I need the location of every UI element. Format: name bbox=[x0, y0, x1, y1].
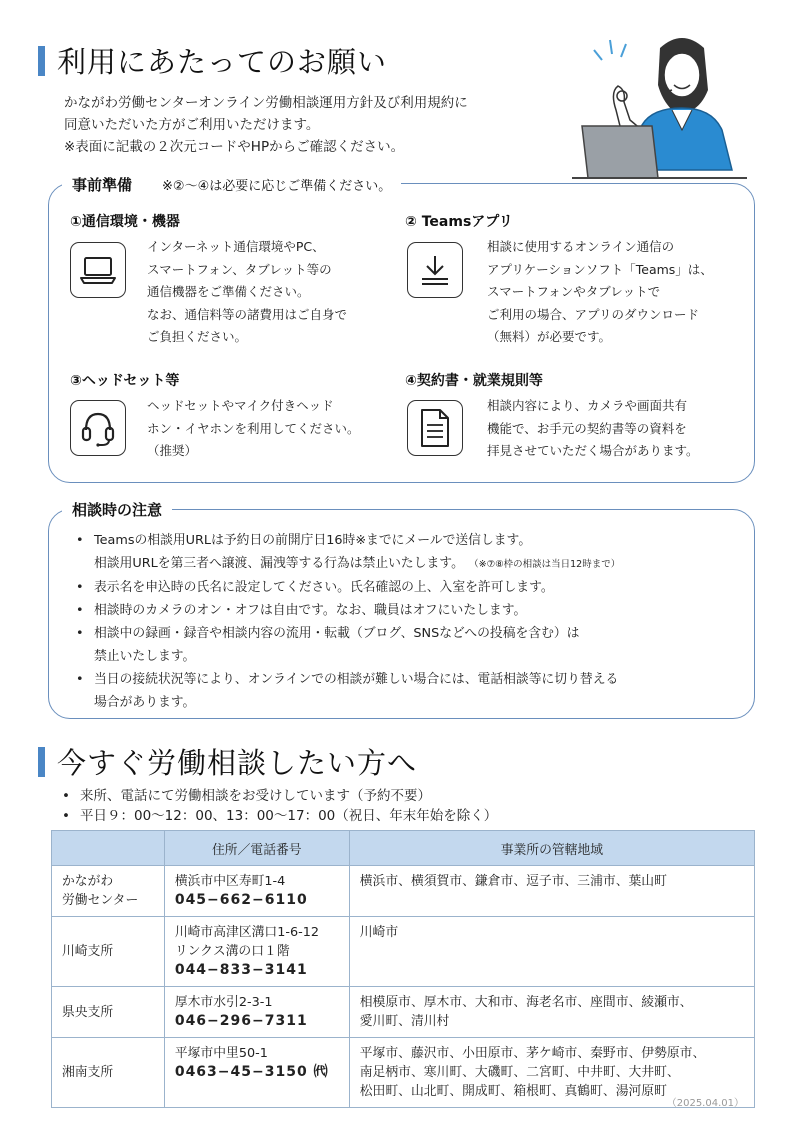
notes-item: • 相談時のカメラのオン・オフは自由です。なお、職員はオフにいたします。 bbox=[72, 599, 620, 622]
text-line: 拝見させていただく場合があります。 bbox=[487, 443, 699, 458]
preparation-title: 事前準備 bbox=[72, 176, 133, 194]
document-icon bbox=[407, 400, 463, 456]
section-title-usage bbox=[38, 40, 387, 81]
text-line: インターネット通信環境やPC、 bbox=[147, 239, 325, 254]
item-text-contract bbox=[487, 395, 699, 463]
text-line: 相談内容により、カメラや画面共有 bbox=[487, 398, 688, 413]
item-text-network bbox=[147, 236, 347, 349]
notes-title: 相談時の注意 bbox=[72, 501, 163, 519]
download-icon bbox=[407, 242, 463, 298]
notes-item bbox=[72, 622, 620, 668]
text-line: （無料）が必要です。 bbox=[487, 329, 612, 344]
office-tel: 044−833−3141 bbox=[174, 962, 308, 978]
title-accent-bar bbox=[38, 747, 45, 777]
office-area: 横浜市、横須賀市、鎌倉市、逗子市、三浦市、葉山町 bbox=[349, 866, 754, 917]
intro-line: ※表面に記載の２次元コードやHPからご確認ください。 bbox=[64, 139, 405, 155]
office-area: 川崎市 bbox=[349, 917, 754, 987]
intro-text bbox=[64, 92, 468, 158]
item-title-network: ①通信環境・機器 bbox=[70, 214, 180, 230]
text-line: （推奨） bbox=[147, 443, 198, 458]
office-tel: 045−662−6110 bbox=[174, 892, 308, 908]
table-row bbox=[52, 866, 755, 917]
offices-table bbox=[51, 830, 755, 1108]
item-text-teams bbox=[487, 236, 713, 349]
item-text-headset bbox=[147, 395, 360, 463]
notes-line: 禁止いたします。 bbox=[94, 649, 196, 664]
text-line: アプリケーションソフト「Teams」は、 bbox=[487, 261, 713, 277]
item-title-teams: ② Teamsアプリ bbox=[405, 214, 513, 230]
item-title-headset: ③ヘッドセット等 bbox=[70, 373, 180, 389]
notes-heading bbox=[62, 499, 172, 520]
notes-item bbox=[72, 668, 620, 714]
office-area: 相模原市、厚木市、大和市、海老名市、座間市、綾瀬市、 愛川町、清川村 bbox=[349, 987, 754, 1038]
consult-now-item: • 来所、電話にて労働相談をお受けしています（予約不要） bbox=[58, 786, 497, 806]
office-address: 厚木市水引2-3-1 046−296−7311 bbox=[164, 987, 349, 1038]
text-line: 通信機器をご準備ください。 bbox=[147, 284, 310, 299]
office-tel: 0463−45−3150 ㈹ bbox=[174, 1064, 329, 1080]
notes-item bbox=[72, 529, 620, 576]
office-name: 川崎支所 bbox=[52, 917, 165, 987]
issue-date: （2025.04.01） bbox=[666, 1098, 744, 1109]
table-header-cell: 事業所の管轄地域 bbox=[349, 831, 754, 866]
text-line: なお、通信料等の諸費用はご自身で bbox=[147, 306, 348, 322]
consult-now-list bbox=[58, 786, 497, 826]
office-area: 平塚市、藤沢市、小田原市、茅ケ崎市、秦野市、伊勢原市、 南足柄市、寒川町、大磯町、二宮町、中井町、大井町、 松田町、山北町、開成町、箱根町、真鶴町、湯河原町 bbox=[349, 1038, 754, 1108]
intro-line: 同意いただいた方がご利用いただけます。 bbox=[64, 117, 320, 133]
text-line: ホン・イヤホンを利用してください。 bbox=[147, 420, 360, 436]
text-line: ご利用の場合、アプリのダウンロード bbox=[487, 306, 700, 322]
notes-line: • Teamsの相談用URLは予約日の前開庁日16時※までにメールで送信します。 bbox=[94, 533, 532, 548]
office-address: 横浜市中区寿町1-4 045−662−6110 bbox=[164, 866, 349, 917]
section-title-text: 利用にあたってのお願い bbox=[57, 45, 388, 79]
office-tel: 046−296−7311 bbox=[174, 1013, 308, 1029]
office-name: かながわ 労働センター bbox=[52, 866, 165, 917]
table-row bbox=[52, 987, 755, 1038]
operator-illustration bbox=[572, 30, 747, 180]
table-row bbox=[52, 1038, 755, 1108]
intro-line: かながわ労働センターオンライン労働相談運用方針及び利用規約に bbox=[64, 95, 468, 111]
text-line: ヘッドセットやマイク付きヘッド bbox=[147, 398, 334, 413]
notes-list bbox=[72, 529, 620, 714]
preparation-note: ※②～④は必要に応じご準備ください。 bbox=[162, 179, 392, 194]
notes-small-note: （※⑦⑧枠の相談は当日12時まで） bbox=[473, 559, 621, 570]
table-header-cell: 住所／電話番号 bbox=[164, 831, 349, 866]
table-row bbox=[52, 917, 755, 987]
notes-line: • 相談中の録画・録音や相談内容の流用・転載（ブログ、SNSなどへの投稿を含む）は bbox=[94, 626, 580, 641]
preparation-heading bbox=[62, 174, 401, 195]
notes-item: • 表示名を申込時の氏名に設定してください。氏名確認の上、入室を許可します。 bbox=[72, 576, 620, 599]
office-name: 県央支所 bbox=[52, 987, 165, 1038]
notes-line: 場合があります。 bbox=[94, 695, 196, 710]
headset-icon bbox=[70, 400, 126, 456]
text-line: スマートフォン、タブレット等の bbox=[147, 261, 332, 277]
section-title-text: 今すぐ労働相談したい方へ bbox=[57, 746, 418, 780]
title-accent-bar bbox=[38, 46, 45, 76]
text-line: 機能で、お手元の契約書等の資料を bbox=[487, 420, 687, 436]
text-line: 相談に使用するオンライン通信の bbox=[487, 239, 675, 254]
consult-now-item: • 平日９：00～12：00、13：00～17：00（祝日、年末年始を除く） bbox=[58, 806, 497, 826]
office-address: 川崎市高津区溝口1-6-12 リンクス溝の口１階 044−833−3141 bbox=[164, 917, 349, 987]
notes-line: 相談用URLを第三者へ譲渡、漏洩等する行為は禁止いたします。 bbox=[94, 556, 464, 571]
office-address: 平塚市中里50-1 0463−45−3150 ㈹ bbox=[164, 1038, 349, 1108]
laptop-icon bbox=[70, 242, 126, 298]
table-header-row bbox=[52, 831, 755, 866]
table-header-cell bbox=[52, 831, 165, 866]
office-name: 湘南支所 bbox=[52, 1038, 165, 1108]
text-line: ご負担ください。 bbox=[147, 329, 248, 344]
section-title-consult-now bbox=[38, 741, 417, 782]
item-title-contract: ④契約書・就業規則等 bbox=[405, 373, 543, 389]
notes-line: • 当日の接続状況等により、オンラインでの相談が難しい場合には、電話相談等に切り替える bbox=[94, 672, 619, 687]
text-line: スマートフォンやタブレットで bbox=[487, 284, 661, 299]
